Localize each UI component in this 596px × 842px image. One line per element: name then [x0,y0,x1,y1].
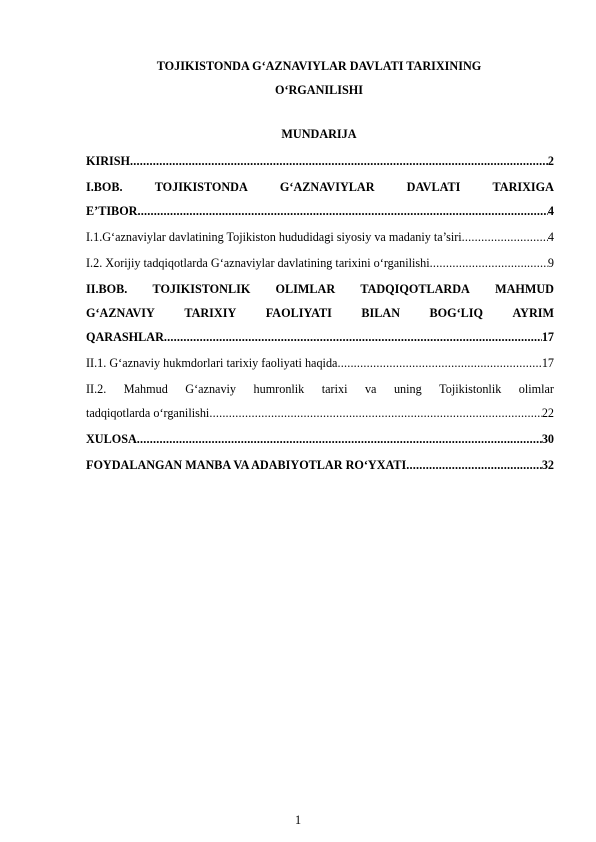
document-title-line1: TOJIKISTONDA G‘AZNAVIYLAR DAVLATI TARIXINING [156,59,482,73]
toc-word: TOJIKISTONLIK [152,282,251,296]
toc-word: TADQIQOTLARDA [360,282,470,296]
toc-leader-dots [337,351,541,375]
page-number: 1 [294,813,302,827]
toc-page-number: 2 [547,154,554,168]
toc-word: humronlik [253,382,305,396]
toc-entry-section-1-1[interactable] [86,225,554,249]
toc-entry-section-1-2[interactable] [86,251,554,275]
toc-entry-section-2-2-line2[interactable] [86,401,554,425]
document-title-line2: O‘RGANILISHI [274,83,364,97]
toc-entry-label: II.1. G‘aznaviy hukmdorlari tarixiy faoliyati haqida [86,356,338,370]
toc-leader-dots [130,149,548,173]
toc-entry-section-2-1[interactable] [86,351,554,375]
toc-word: Mahmud [123,382,168,396]
toc-page-number: 32 [541,458,554,472]
toc-word: TARIXIY [184,306,237,320]
toc-page-number: 9 [547,256,554,270]
toc-entry-label: QARASHLAR [86,330,164,344]
toc-entry-label: E’TIBOR [86,204,138,218]
toc-entry-section-2-2-line1[interactable] [86,377,554,401]
toc-page-number: 17 [541,330,554,344]
toc-entry-label: KIRISH [86,154,131,168]
toc-word: olimlar [518,382,554,396]
toc-entry-label: tadqiqotlarda o‘rganilishi [86,406,210,420]
toc-leader-dots [430,251,548,275]
toc-entry-bob2-line2[interactable] [86,301,554,325]
toc-word: OLIMLAR [275,282,336,296]
toc-entry-label: XULOSA [86,432,137,446]
toc-word: I.BOB. [86,180,123,194]
toc-leader-dots [209,401,541,425]
toc-word: uning [393,382,422,396]
toc-word: DAVLATI [406,180,461,194]
toc-leader-dots [164,325,542,349]
toc-word: G‘AZNAVIYLAR [279,180,375,194]
toc-word: BOG‘LIQ [429,306,483,320]
toc-heading: MUNDARIJA [281,127,357,141]
toc-page-number: 30 [541,432,554,446]
toc-entry-bob2-line3[interactable] [86,325,554,349]
toc-word: tarixi [321,382,348,396]
toc-entry-label: I.1.G‘aznaviylar davlatining Tojikiston hududidagi siyosiy va madaniy ta’siri [86,230,462,244]
toc-page-number: 22 [541,406,554,420]
toc-word: TOJIKISTONDA [154,180,248,194]
table-of-contents [86,149,554,477]
toc-word: AYRIM [512,306,554,320]
toc-word: MAHMUD [495,282,554,296]
toc-page-number: 17 [541,356,554,370]
toc-entry-bob1-line2[interactable] [86,199,554,223]
toc-entry-label: I.2. Xorijiy tadqiqotlarda G‘aznaviylar davlatining tarixini o‘rganilishi [86,256,430,270]
toc-entry-bibliography[interactable] [86,453,554,477]
toc-entry-kirish[interactable] [86,149,554,173]
toc-word: BILAN [361,306,400,320]
toc-leader-dots [462,225,548,249]
toc-leader-dots [137,199,547,223]
toc-word: TARIXIGA [492,180,554,194]
toc-entry-label: FOYDALANGAN MANBA VA ADABIYOTLAR RO‘YXATI [86,458,407,472]
toc-word: G‘AZNAVIY [86,306,155,320]
toc-leader-dots [406,453,542,477]
toc-entry-bob2-line1[interactable] [86,277,554,301]
toc-leader-dots [137,427,542,451]
toc-entry-bob1-line1[interactable] [86,175,554,199]
toc-page-number: 4 [547,204,554,218]
toc-word: II.BOB. [86,282,128,296]
toc-word: II.2. [86,382,107,396]
toc-word: FAOLIYATI [265,306,332,320]
toc-word: Tojikistonlik [439,382,502,396]
toc-entry-xulosa[interactable] [86,427,554,451]
toc-word: va [364,382,377,396]
toc-page-number: 4 [547,230,554,244]
toc-word: G‘aznaviy [185,382,237,396]
